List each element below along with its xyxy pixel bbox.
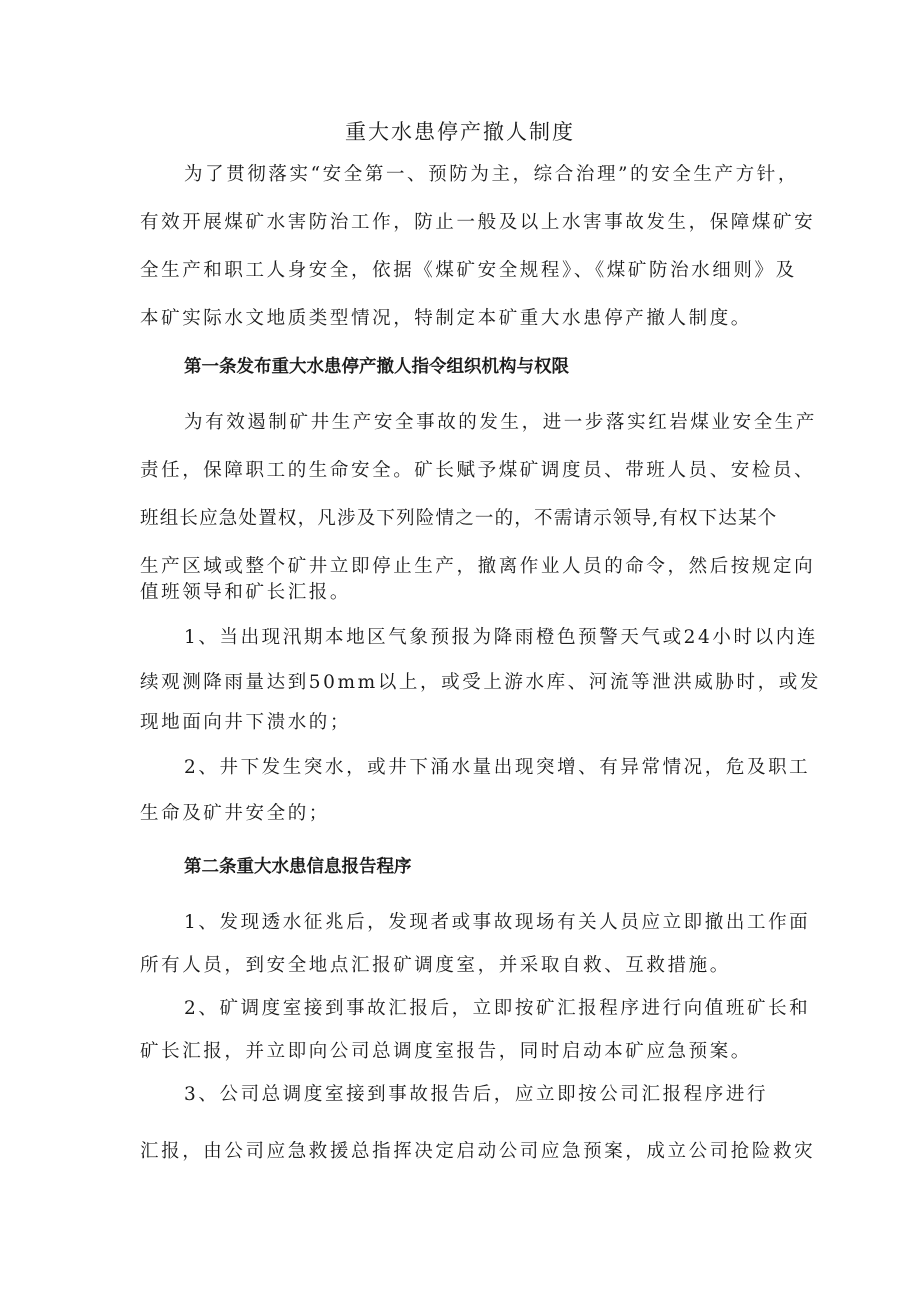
article2-heading: 第二条重大水患信息报告程序	[184, 857, 412, 877]
intro-line: 本矿实际水文地质类型情况，特制定本矿重大水患停产撤人制度。	[140, 308, 752, 329]
article1-item1-line: 现地面向井下溃水的；	[140, 712, 352, 733]
article1-body-line: 班组长应急处置权，凡涉及下列险情之一的，不需请示领导,有权下达某个	[140, 508, 778, 529]
article2-item1-line: 所有人员，到安全地点汇报矿调度室，并采取自救、互救措施。	[140, 955, 731, 976]
article2-item2-line: 2、矿调度室接到事故汇报后，立即按矿汇报程序进行向值班矿长和	[184, 998, 811, 1019]
intro-line: 有效开展煤矿水害防治工作，防止一般及以上水害事故发生，保障煤矿安	[140, 212, 816, 233]
article2-item3-line: 汇报，由公司应急救援总指挥决定启动公司应急预案，成立公司抢险救灾	[140, 1141, 816, 1162]
article2-item1-line: 1、发现透水征兆后，发现者或事故现场有关人员应立即撤出工作面	[184, 912, 811, 933]
intro-line: 为了贯彻落实“安全第一、预防为主，综合治理”的安全生产方针，	[184, 164, 799, 185]
article2-item2-line: 矿长汇报，并立即向公司总调度室报告，同时启动本矿应急预案。	[140, 1041, 752, 1062]
article1-heading: 第一条发布重大水患停产撤人指令组织机构与权限	[184, 357, 569, 377]
article1-body-line: 值班领导和矿长汇报。	[140, 582, 352, 603]
article1-body-line: 生产区域或整个矿井立即停止生产，撤离作业人员的命令，然后按规定向	[140, 556, 816, 577]
article1-item2-line: 2、井下发生突水，或井下涌水量出现突增、有异常情况，危及职工	[184, 757, 811, 778]
article1-body-line: 责任，保障职工的生命安全。矿长赋予煤矿调度员、带班人员、安检员、	[140, 460, 816, 481]
article1-item1-line: 续观测降雨量达到50mm以上，或受上游水库、河流等泄洪威胁时，或发	[140, 672, 821, 693]
article2-item3-line: 3、公司总调度室接到事故报告后，应立即按公司汇报程序进行	[184, 1084, 769, 1105]
article1-item2-line: 生命及矿井安全的；	[140, 803, 330, 824]
intro-line: 全生产和职工人身安全，依据《煤矿安全规程》、《煤矿防治水细则》及	[140, 260, 797, 281]
article1-body-line: 为有效遏制矿井生产安全事故的发生，进一步落实红岩煤业安全生产	[184, 412, 818, 433]
document-title: 重大水患停产撤人制度	[345, 120, 575, 144]
article1-item1-line: 1、当出现汛期本地区气象预报为降雨橙色预警天气或24小时以内连	[184, 627, 818, 648]
